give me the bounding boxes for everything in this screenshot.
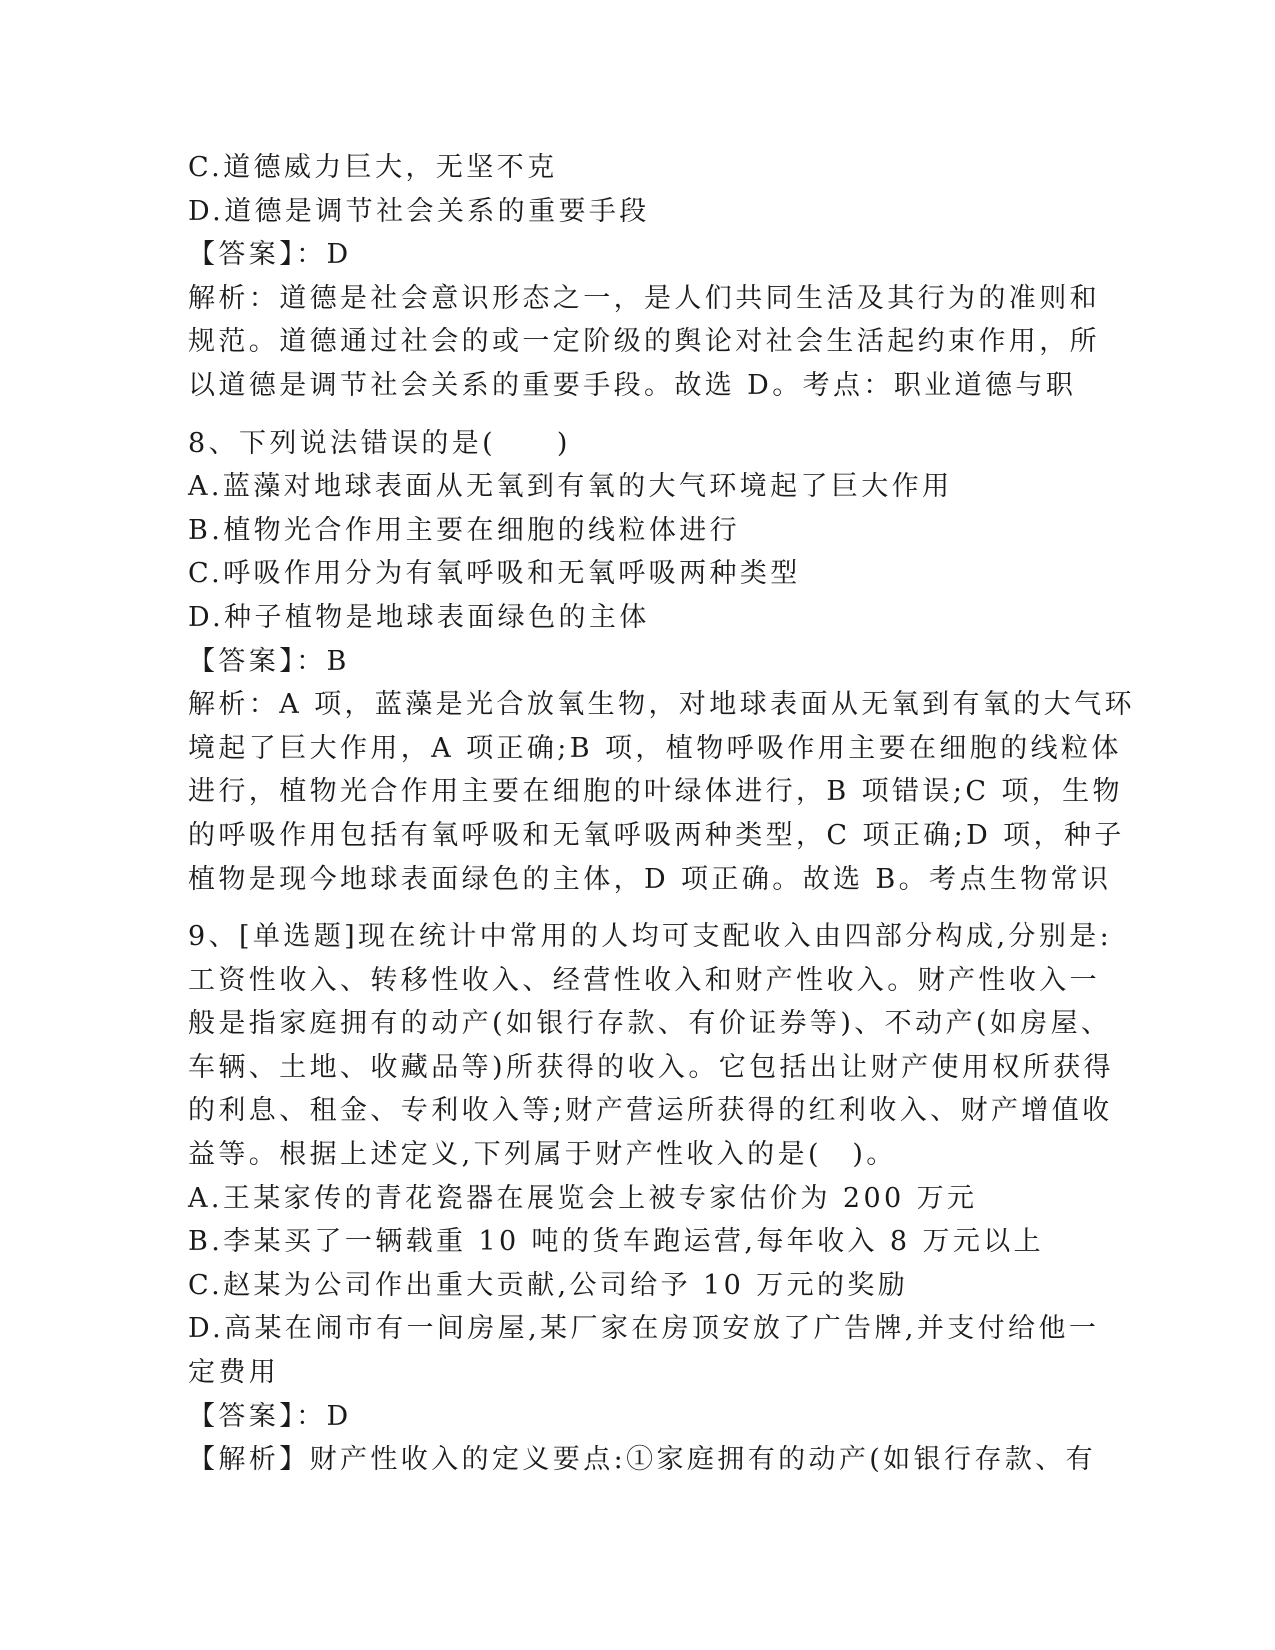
q8-option-d: D.种子植物是地球表面绿色的主体 <box>188 601 650 633</box>
q9-stem-line: 益等。根据上述定义,下列属于财产性收入的是( )。 <box>188 1139 897 1171</box>
q8-option-a: A.蓝藻对地球表面从无氧到有氧的大气环境起了巨大作用 <box>188 471 953 503</box>
q7-analysis-line: 以道德是调节社会关系的重要手段。故选 D。考点：职业道德与职 <box>188 369 1077 401</box>
q8-analysis-line: 的呼吸作用包括有氧呼吸和无氧呼吸两种类型，C 项正确;D 项，种子 <box>188 819 1125 851</box>
section-gap <box>188 408 1088 422</box>
q9-stem-line: 车辆、土地、收藏品等)所获得的收入。它包括出让财产使用权所获得 <box>188 1051 1114 1083</box>
q8-analysis-line: 解析：A 项，蓝藻是光合放氧生物，对地球表面从无氧到有氧的大气环 <box>188 689 1135 721</box>
question-7-section <box>188 146 1100 408</box>
q9-stem-line: 的利息、租金、专利收入等;财产营运所获得的红利收入、财产增值收 <box>188 1095 1113 1127</box>
q9-option-b: B.李某买了一辆载重 10 吨的货车跑运营,每年收入 8 万元以上 <box>188 1226 1045 1258</box>
q8-option-b: B.植物光合作用主要在细胞的线粒体进行 <box>188 514 741 546</box>
q8-analysis-line: 境起了巨大作用，A 项正确;B 项，植物呼吸作用主要在细胞的线粒体 <box>188 732 1122 764</box>
q9-answer: 【答案】：D <box>188 1400 352 1432</box>
q9-option-a: A.王某家传的青花瓷器在展览会上被专家估价为 200 万元 <box>188 1182 978 1214</box>
q7-analysis-line: 解析：道德是社会意识形态之一，是人们共同生活及其行为的准则和 <box>188 282 1100 314</box>
q7-option-c: C.道德威力巨大，无坚不克 <box>188 152 558 183</box>
q9-option-c: C.赵某为公司作出重大贡献,公司给予 10 万元的奖励 <box>188 1269 909 1301</box>
q9-stem-line: 9、[单选题]现在统计中常用的人均可支配收入由四部分构成,分别是: <box>188 921 1113 953</box>
q8-option-c: C.呼吸作用分为有氧呼吸和无氧呼吸两种类型 <box>188 558 801 590</box>
q8-stem: 8、下列说法错误的是( ) <box>188 427 571 459</box>
q9-stem-line: 般是指家庭拥有的动产(如银行存款、有价证券等)、不动产(如房屋、 <box>188 1008 1112 1040</box>
q8-analysis-line: 进行，植物光合作用主要在细胞的叶绿体进行，B 项错误;C 项，生物 <box>188 776 1123 808</box>
q7-option-d: D.道德是调节社会关系的重要手段 <box>188 195 650 227</box>
q7-answer: 【答案】：D <box>188 239 352 271</box>
q8-analysis-line: 植物是现今地球表面绿色的主体，D 项正确。故选 B。考点生物常识 <box>188 863 1112 895</box>
question-9-section <box>188 915 1114 1482</box>
section-gap <box>188 901 1088 915</box>
document-page <box>188 146 1135 1482</box>
q9-option-d-line: 定费用 <box>188 1357 280 1389</box>
q9-option-d-line: D.高某在闹市有一间房屋,某厂家在房顶安放了广告牌,并支付给他一 <box>188 1313 1100 1345</box>
q8-answer: 【答案】：B <box>188 645 350 677</box>
q9-stem-line: 工资性收入、转移性收入、经营性收入和财产性收入。财产性收入一 <box>188 964 1100 996</box>
q7-analysis-line: 规范。道德通过社会的或一定阶级的舆论对社会生活起约束作用，所 <box>188 326 1100 358</box>
q9-analysis-line: 【解析】财产性收入的定义要点:①家庭拥有的动产(如银行存款、有 <box>188 1444 1097 1476</box>
question-8-section <box>188 422 1135 902</box>
